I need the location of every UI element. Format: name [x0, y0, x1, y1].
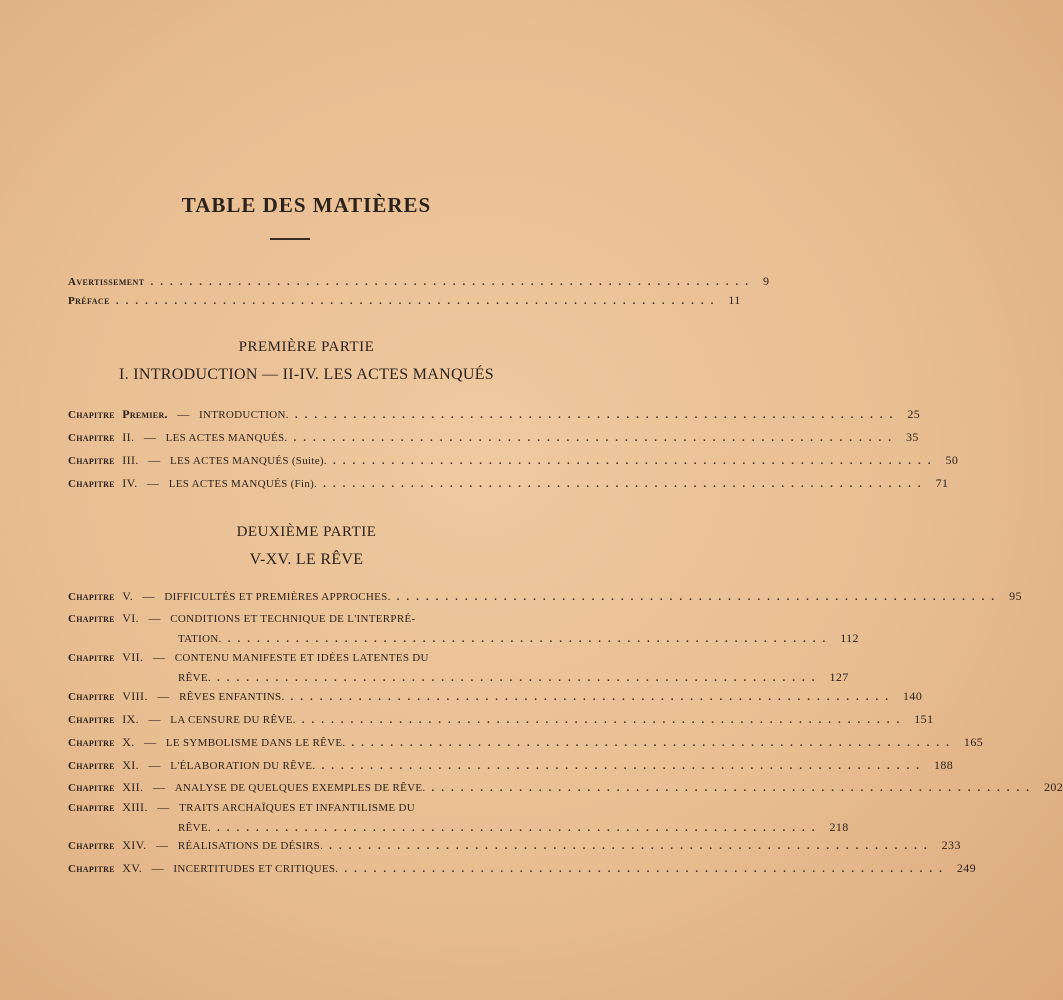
part-2-subtitle: V-XV. LE RÊVE [249, 551, 364, 568]
chapter-prefix: Chapitre [68, 652, 115, 664]
em-dash: — [148, 758, 161, 772]
chapter-prefix: Chapitre [68, 802, 115, 814]
chapter-title: CONTENU MANIFESTE ET IDÉES LATENTES DU [174, 652, 429, 664]
entry-label: Avertissement [68, 276, 145, 288]
em-dash: — [156, 838, 169, 852]
chapter-title: LA CENSURE DU RÊVE. [170, 714, 296, 726]
chapter-title-continued: RÊVE. [178, 822, 211, 834]
leader-dots: .............................................................. [323, 478, 928, 490]
chapter-prefix: Chapitre [68, 760, 115, 772]
leader-dots: .............................................................. [150, 276, 755, 288]
chapter-prefix: Chapitre [68, 714, 115, 726]
leader-dots: .............................................................. [396, 591, 1002, 603]
chapter-title: LE SYMBOLISME DANS LE RÊVE. [165, 737, 346, 749]
page-number: 25 [907, 407, 921, 421]
em-dash: — [144, 735, 157, 749]
em-dash: — [142, 589, 155, 603]
page-number: 202 [1043, 780, 1063, 794]
entry-label: Préface [68, 295, 110, 307]
chapter-title: DIFFICULTÉS ET PREMIÈRES APPROCHES. [164, 591, 391, 603]
chapter-prefix: Chapitre [68, 613, 115, 625]
em-dash: — [143, 430, 157, 444]
leader-dots: .............................................................. [321, 760, 926, 772]
toc-entry-chapter-2[interactable] [68, 428, 919, 448]
chapter-prefix: Chapitre [68, 478, 115, 490]
em-dash: — [146, 476, 160, 490]
chapter-number: X. [122, 735, 135, 749]
page-number: 127 [829, 670, 849, 684]
chapter-prefix: Chapitre [68, 737, 115, 749]
chapter-number: Premier. [122, 407, 168, 421]
chapter-prefix: Chapitre [68, 782, 115, 794]
chapter-prefix: Chapitre [68, 591, 115, 603]
toc-entry-chapter-7[interactable] [68, 648, 849, 688]
chapter-number: XIV. [122, 838, 147, 852]
part-1-label: PREMIÈRE PARTIE [238, 339, 375, 355]
chapter-number: XII. [122, 780, 144, 794]
chapter-prefix: Chapitre [68, 455, 115, 467]
page-number: 151 [914, 712, 934, 726]
page-number: 188 [933, 758, 954, 772]
page-number: 112 [840, 631, 859, 645]
toc-entry-preface[interactable] [68, 291, 741, 311]
em-dash: — [148, 453, 161, 467]
em-dash: — [152, 780, 166, 794]
page-number: 50 [945, 453, 959, 467]
chapter-title: RÉALISATIONS DE DÉSIRS. [177, 840, 324, 852]
chapter-number: IV. [122, 476, 138, 490]
chapter-number: VII. [122, 650, 144, 664]
leader-dots: .............................................................. [290, 691, 896, 703]
page-number: 140 [903, 689, 923, 703]
leader-dots: .............................................................. [344, 863, 949, 875]
chapter-number: XIII. [122, 800, 148, 814]
chapter-title: LES ACTES MANQUÉS (Fin). [168, 478, 318, 490]
toc-entry-chapter-1[interactable] [68, 405, 921, 425]
em-dash: — [177, 407, 190, 421]
toc-entry-chapter-3[interactable] [68, 451, 959, 471]
chapter-number: VIII. [122, 689, 148, 703]
chapter-title: INTRODUCTION. [199, 409, 289, 421]
toc-entry-chapter-10[interactable] [68, 733, 984, 753]
chapter-number: V. [122, 589, 134, 603]
chapter-number: III. [122, 453, 139, 467]
page-title: TABLE DES MATIÈRES [181, 193, 432, 217]
chapter-title-continued: RÊVE. [178, 672, 211, 684]
toc-entry-chapter-14[interactable] [68, 836, 961, 856]
chapter-number: XI. [122, 758, 140, 772]
chapter-number: VI. [122, 611, 140, 625]
page-number: 9 [762, 274, 770, 288]
toc-entry-chapter-6[interactable] [68, 609, 859, 649]
em-dash: — [151, 861, 165, 875]
em-dash: — [148, 611, 161, 625]
chapter-number: IX. [122, 712, 140, 726]
chapter-title: ANALYSE DE QUELQUES EXEMPLES DE RÊVE. [174, 782, 426, 794]
chapter-title: TRAITS ARCHAÏQUES ET INFANTILISME DU [179, 802, 415, 814]
page-number: 35 [905, 430, 919, 444]
toc-entry-chapter-13[interactable] [68, 798, 849, 838]
part-2-label: DEUXIÈME PARTIE [236, 524, 377, 540]
toc-entry-chapter-8[interactable] [68, 687, 923, 707]
page-number: 71 [935, 476, 949, 490]
em-dash: — [157, 689, 170, 703]
toc-entry-chapter-15[interactable] [68, 859, 977, 879]
leader-dots: .............................................................. [351, 737, 956, 749]
page-number: 218 [829, 820, 849, 834]
toc-entry-avertissement[interactable] [68, 272, 770, 292]
em-dash: — [152, 650, 166, 664]
page-number: 11 [728, 293, 741, 307]
chapter-title: RÊVES ENFANTINS. [179, 691, 285, 703]
page-number: 165 [963, 735, 984, 749]
leader-dots: .............................................................. [332, 455, 938, 467]
leader-dots: .............................................................. [227, 633, 833, 645]
part-1-subtitle: I. INTRODUCTION — II-IV. LES ACTES MANQUÉS [119, 366, 494, 383]
em-dash: — [148, 712, 161, 726]
chapter-prefix: Chapitre [68, 432, 115, 444]
chapter-number: II. [122, 430, 135, 444]
chapter-title: L'ÉLABORATION DU RÊVE. [170, 760, 316, 772]
page-number: 233 [941, 838, 961, 852]
leader-dots: .............................................................. [115, 295, 721, 307]
page-number: 95 [1009, 589, 1022, 603]
chapter-title-continued: TATION. [178, 633, 222, 645]
chapter-title: CONDITIONS ET TECHNIQUE DE L'INTERPRÉ- [170, 613, 416, 625]
leader-dots: .............................................................. [294, 409, 900, 421]
chapter-title: LES ACTES MANQUÉS. [165, 432, 288, 444]
leader-dots: .............................................................. [216, 822, 822, 834]
page-number: 249 [956, 861, 977, 875]
toc-entry-chapter-12[interactable] [68, 778, 1063, 798]
chapter-prefix: Chapitre [68, 409, 115, 421]
chapter-number: XV. [122, 861, 143, 875]
leader-dots: .............................................................. [329, 840, 934, 852]
chapter-prefix: Chapitre [68, 691, 115, 703]
title-rule [270, 238, 310, 240]
toc-entry-chapter-11[interactable] [68, 756, 954, 776]
leader-dots: .............................................................. [431, 782, 1036, 794]
chapter-title: LES ACTES MANQUÉS (Suite). [170, 455, 327, 467]
toc-entry-chapter-9[interactable] [68, 710, 934, 730]
chapter-title: INCERTITUDES ET CRITIQUES. [173, 863, 339, 875]
leader-dots: .............................................................. [293, 432, 898, 444]
em-dash: — [157, 800, 170, 814]
toc-entry-chapter-5[interactable] [68, 587, 1022, 607]
toc-entry-chapter-4[interactable] [68, 474, 949, 494]
chapter-prefix: Chapitre [68, 863, 115, 875]
leader-dots: .............................................................. [301, 714, 907, 726]
leader-dots: .............................................................. [216, 672, 822, 684]
chapter-prefix: Chapitre [68, 840, 115, 852]
